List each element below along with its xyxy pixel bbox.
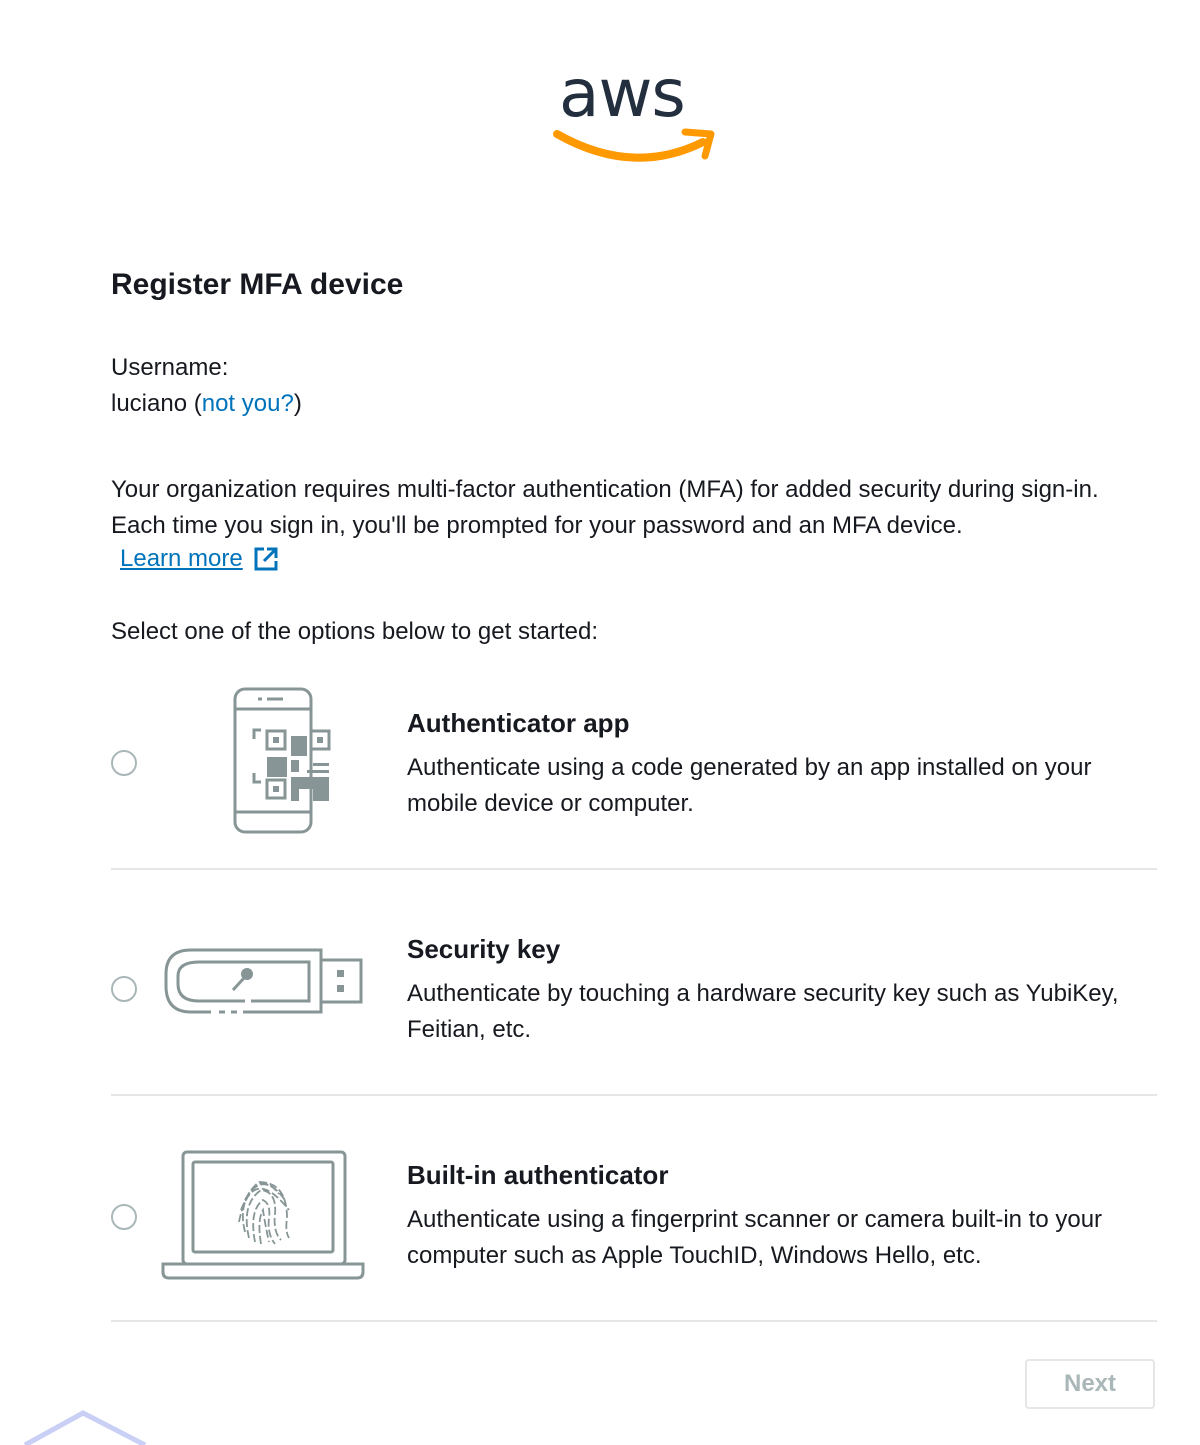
intro-text: Your organization requires multi-factor authentication (MFA) for added security during sign-in. Each time you sign in, you'll be prompted for your password and an MFA device. <box>111 476 1099 539</box>
option-title: Security key <box>407 934 561 964</box>
option-authenticator-app[interactable] <box>111 680 1157 870</box>
radio-authenticator-app[interactable] <box>111 750 137 776</box>
not-you-link[interactable]: not you? <box>201 390 294 417</box>
aws-smile-icon <box>553 122 718 167</box>
usb-key-icon <box>163 946 367 1018</box>
select-prompt: Select one of the options below to get started: <box>111 618 598 645</box>
option-title: Built-in authenticator <box>407 1160 669 1190</box>
page-title: Register MFA device <box>111 268 404 301</box>
username-value: luciano <box>111 390 188 417</box>
option-description: Authenticate by touching a hardware security key such as YubiKey, Feitian, etc. <box>407 980 1119 1043</box>
learn-more-label: Learn more <box>120 545 243 572</box>
aws-logo-text: aws <box>559 55 685 132</box>
radio-built-in-authenticator[interactable] <box>111 1204 137 1230</box>
option-security-key[interactable] <box>111 870 1157 1096</box>
radio-security-key[interactable] <box>111 976 137 1002</box>
phone-qr-icon <box>231 686 341 836</box>
paren-open: ( <box>187 390 202 417</box>
option-description: Authenticate using a code generated by an app installed on your mobile device or computer. <box>407 754 1092 817</box>
username-line <box>111 390 302 418</box>
aws-logo <box>553 55 718 167</box>
username-label: Username: <box>111 354 229 381</box>
option-built-in-authenticator[interactable] <box>111 1096 1157 1322</box>
learn-more-link[interactable] <box>120 545 279 573</box>
next-button[interactable]: Next <box>1025 1359 1155 1409</box>
paren-close: ) <box>293 390 302 417</box>
external-link-icon <box>253 546 279 572</box>
laptop-fingerprint-icon <box>161 1148 365 1282</box>
option-title: Authenticator app <box>407 708 630 738</box>
decorative-shape-icon <box>20 1410 150 1445</box>
option-description: Authenticate using a fingerprint scanner or camera built-in to your computer such as Apple TouchID, Windows Hello, etc. <box>407 1206 1103 1269</box>
